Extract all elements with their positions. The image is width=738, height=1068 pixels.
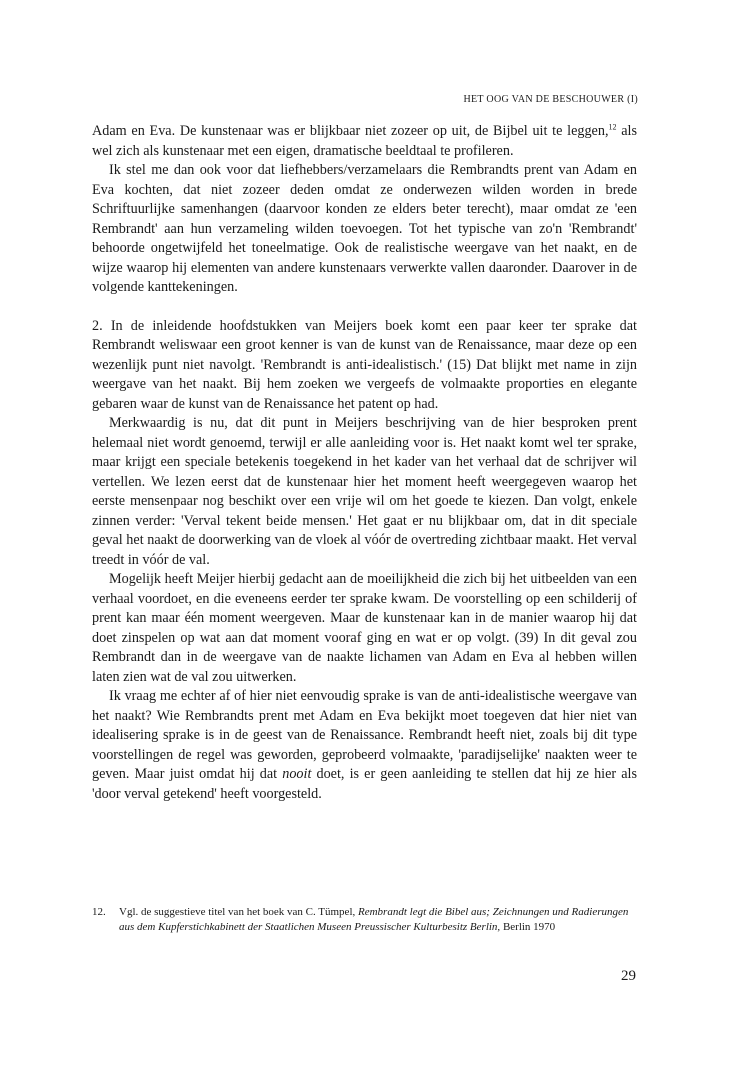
footnote-body [119, 905, 637, 935]
paragraph: Mogelijk heeft Meijer hierbij gedacht aan de moeilijkheid die zich bij het uitbeelden van een verhaal voordoet, en die eveneens eerder ter sprake kwam. De voorstelling op een schilderij of prent kan maar één moment weergeven. Maar de kunstenaar kan in de manier waarop hij dat doet zinspelen op wat aan dat moment vooraf ging en wat er op volgt. (39) In dit geval zou Rembrandt dan in de weergave van de naakte lichamen van Adam en Eva al hebben willen laten zien wat de val zou uitwerken. [92, 571, 637, 685]
body-text [92, 122, 637, 804]
footnote-text: Berlin 1970 [500, 921, 556, 933]
emphasis: nooit [282, 766, 312, 782]
running-header: HET OOG VAN DE BESCHOUWER (I) [463, 94, 638, 105]
paragraph: 2. In de inleidende hoofdstukken van Meijers boek komt een paar keer ter sprake dat Rembrandt weliswaar een groot kenner is van de kunst van de Renaissance, maar deze op een wezenlijk punt niet navolgt. 'Rembrandt is anti-idealistisch.' (15) Dat blijkt met name in zijn weergave van het naakt. Bij hem zoeken we vergeefs de volmaakte proporties en elegante gebaren waar de kunst van de Renaissance het patent op had. [92, 317, 637, 412]
paragraph-text: Adam en Eva. De kunstenaar was er blijkbaar niet zozeer op uit, de Bijbel uit te leggen, [92, 123, 609, 139]
footnote-text: Vgl. de suggestieve titel van het boek van C. Tümpel, [119, 906, 358, 918]
page-number: 29 [621, 968, 636, 984]
footnote-number: 12. [92, 906, 106, 918]
paragraph [92, 122, 637, 161]
paragraph: Merkwaardig is nu, dat dit punt in Meijers beschrijving van de hier besproken prent helemaal niet wordt genoemd, terwijl er alle aanleiding voor is. Het naakt komt wel ter sprake, maar krijgt een speciale betekenis toegekend in het kader van het verhaal dat de schrijver wil vertellen. We lezen eerst dat de kunstenaar hier het moment heeft weergegeven waarop het eerste mensenpaar nog beschikt over een vrije wil om het goede te kiezen. Dan volgt, enkele zinnen verder: 'Verval tekent beide mensen.' Het gaat er nu blijkbaar om, dat in dit speciale geval het naakt de doorwerking van de vloek al vóór de overtreding zichtbaar maakt. Het verval treedt in vóór de val. [92, 415, 637, 568]
footnote-reference: 12 [608, 122, 617, 132]
paragraph: Ik stel me dan ook voor dat liefhebbers/verzamelaars die Rembrandts prent van Adam en Eva kochten, dat niet zozeer deden omdat ze onderwezen wilden worden in brede Schriftuurlijke samenhangen (daarvoor konden ze elders beter terecht), maar omdat ze 'een Rembrandt' aan hun verzameling wilden toevoegen. Tot het typische van zo'n 'Rembrandt' behoorde ongetwijfeld het toneelmatige. Ook de realistische weergave van het naakt, en de wijze waarop hij elementen van andere kunstenaars verwerkte vallen daaronder. Daarover in de volgende kanttekeningen. [92, 162, 637, 295]
footnote-book-title: Rembrandt legt die Bibel aus; Zeichnungen und Radierungen aus dem Kupferstichkabinett der Staatlichen Museen Preussischer Kulturbesitz Berlin, [119, 906, 629, 933]
paragraph-text: Ik vraag me echter af of hier niet eenvoudig sprake is van de anti-idealistische weergave van het naakt? Wie Rembrandts prent met Adam en Eva bekijkt moet toegeven dat hier niet van idealisering sprake is in de geest van de Renaissance. Rembrandt heeft niet, zoals bij dit type voorstellingen de regel was geworden, geprobeerd volmaakte, 'paradijselijke' naakten weer te geven. Maar juist omdat hij dat [92, 688, 637, 782]
paragraph [92, 687, 637, 804]
footnote [92, 905, 637, 935]
paragraph-text: doet, is er geen aanleiding te stellen dat hij ze hier als 'door verval getekend' heeft voorgesteld. [92, 766, 637, 802]
paragraph-text: als wel zich als kunstenaar met een eigen, dramatische beeldtaal te profileren. [92, 123, 637, 159]
